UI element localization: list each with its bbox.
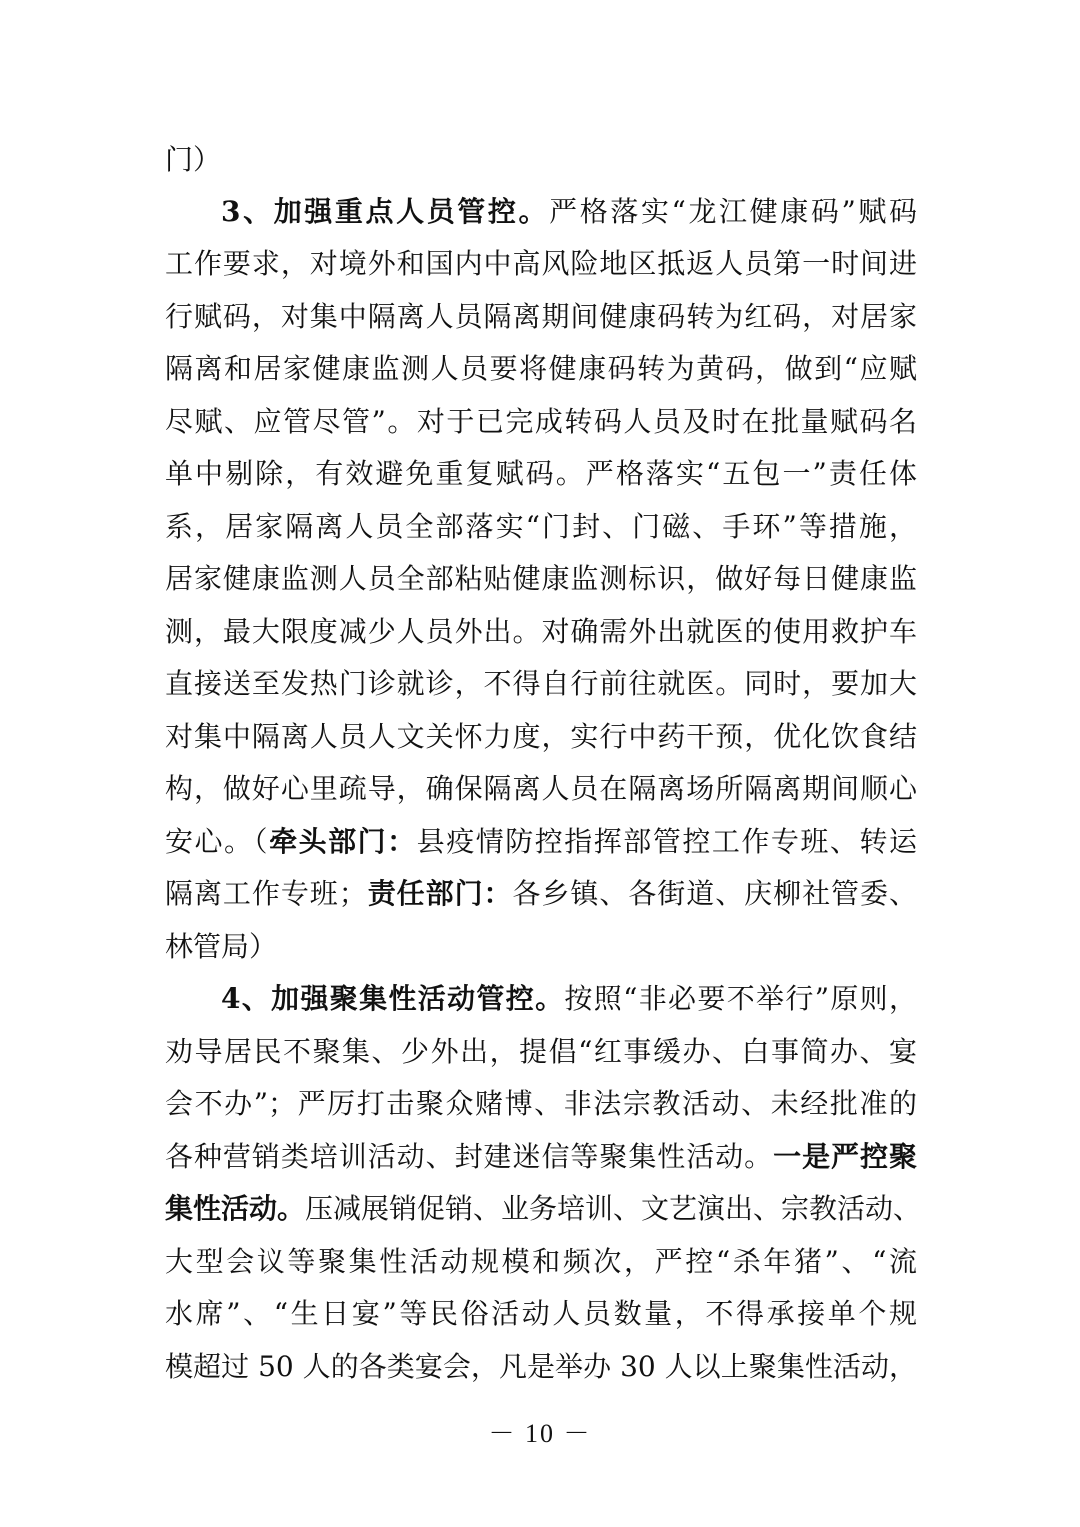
text-run: 隔离和居家健康监测人员要将健康码转为黄码，做到“应赋 (165, 352, 917, 385)
text-run: 严格落实“龙江健康码”赋码 (549, 195, 917, 228)
text-run: 按照“非必要不举行”原则， (564, 982, 917, 1015)
text-run: 安心。（ (165, 825, 270, 858)
text-line (165, 349, 917, 389)
text-run: 工作要求，对境外和国内中高风险地区抵返人员第一时间进 (165, 247, 917, 280)
bold-text-run: 牵头部门： (269, 825, 417, 858)
text-run: 单中剔除，有效避免重复赋码。严格落实“五包一”责任体 (165, 457, 917, 490)
text-run: 压减展销促销、业务培训、文艺演出、宗教活动、 (305, 1192, 922, 1225)
bold-text-run: 一是严控聚 (773, 1140, 917, 1173)
text-run: 对集中隔离人员人文关怀力度，实行中药干预，优化饮食结 (165, 720, 917, 753)
text-line (165, 454, 917, 494)
text-run: 隔离工作专班； (165, 877, 367, 910)
text-line (165, 140, 917, 180)
text-run: 直接送至发热门诊就诊，不得自行前往就医。同时，要加大 (165, 667, 917, 700)
bold-text-run: 责任部门： (366, 877, 513, 910)
text-line (165, 822, 917, 862)
text-run: 系，居家隔离人员全部落实“门封、门磁、手环”等措施， (165, 510, 917, 543)
text-run: 林管局） (165, 930, 278, 963)
text-line (165, 1189, 922, 1229)
text-line (221, 192, 917, 232)
text-run: 尽赋、应管尽管”。对于已完成转码人员及时在批量赋码名 (165, 405, 917, 438)
text-line (165, 402, 917, 442)
text-run: 劝导居民不聚集、少外出，提倡“红事缓办、白事简办、宴 (165, 1035, 917, 1068)
text-line (165, 927, 917, 967)
text-line (165, 874, 917, 914)
text-line (221, 979, 917, 1019)
text-line (165, 1294, 917, 1334)
bold-text-run: 4、加强聚集性活动管控。 (221, 982, 565, 1015)
text-run: 会不办”；严厉打击聚众赌博、非法宗教活动、未经批准的 (165, 1087, 917, 1120)
bold-text-run: 集性活动。 (165, 1192, 306, 1225)
bold-text-run: 3、加强重点人员管控。 (221, 195, 550, 228)
text-line (165, 1242, 917, 1282)
text-line (165, 717, 917, 757)
text-line (165, 559, 917, 599)
text-run: 测，最大限度减少人员外出。对确需外出就医的使用救护车 (165, 615, 917, 648)
text-run: 大型会议等聚集性活动规模和频次，严控“杀年猪”、“流 (165, 1245, 917, 1278)
text-run: 门） (165, 143, 222, 176)
text-line (165, 1137, 917, 1177)
text-run: 水席”、“生日宴”等民俗活动人员数量，不得承接单个规 (165, 1297, 917, 1330)
text-line (165, 1084, 917, 1124)
text-line (165, 507, 917, 547)
text-run: 各种营销类培训活动、封建迷信等聚集性活动。 (165, 1140, 774, 1173)
text-line (165, 769, 917, 809)
page-number: － 10 － (488, 1419, 592, 1448)
text-run: 构，做好心里疏导，确保隔离人员在隔离场所隔离期间顺心 (165, 772, 917, 805)
text-run: 行赋码，对集中隔离人员隔离期间健康码转为红码，对居家 (165, 300, 917, 333)
text-line (165, 664, 917, 704)
text-line (165, 1347, 917, 1387)
text-run: 县疫情防控指挥部管控工作专班、转运 (416, 825, 917, 858)
text-line (165, 244, 917, 284)
text-run: 模超过 50 人的各类宴会，凡是举办 30 人以上聚集性活动， (165, 1350, 917, 1383)
text-line (165, 612, 917, 652)
text-run: 居家健康监测人员全部粘贴健康监测标识，做好每日健康监 (165, 562, 917, 595)
text-run: 各乡镇、各街道、庆柳社管委、 (512, 877, 917, 910)
text-line (165, 297, 917, 337)
text-line (165, 1032, 917, 1072)
